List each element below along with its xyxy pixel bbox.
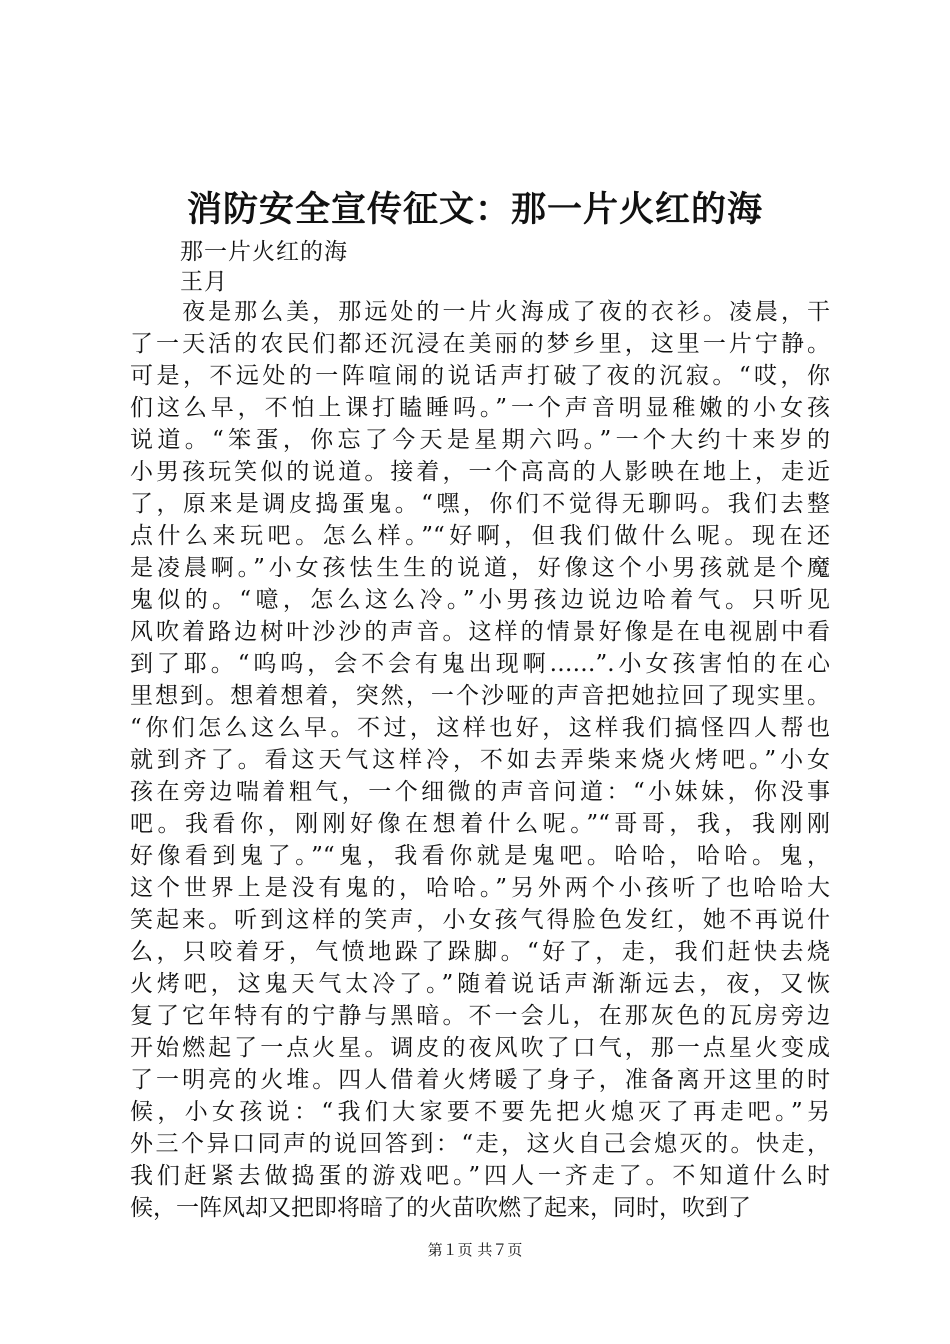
body-line: 可是，不远处的一阵喧闹的说话声打破了夜的沉寂。“哎，你 [130, 363, 830, 389]
body-line: 外三个异口同声的说回答到：“走，这火自己会熄灭的。快走， [130, 1131, 830, 1157]
body-line: “你们怎么这么早。不过，这样也好，这样我们搞怪四人帮也 [130, 715, 830, 741]
essay-body [130, 296, 830, 1224]
body-line: 复了它年特有的宁静与黑暗。不一会儿，在那灰色的瓦房旁边 [130, 1003, 830, 1029]
document-title: 消防安全宣传征文：那一片火红的海 [186, 189, 763, 230]
body-line: 这个世界上是没有鬼的，哈哈。”另外两个小孩听了也哈哈大 [130, 875, 830, 901]
body-line: 是凌晨啊。”小女孩怯生生的说道，好像这个小男孩就是个魔 [130, 555, 830, 581]
body-line: 候，一阵风却又把即将暗了的火苗吹燃了起来，同时，吹到了 [130, 1195, 751, 1221]
body-line: 开始燃起了一点火星。调皮的夜风吹了口气，那一点星火变成 [130, 1035, 830, 1061]
body-line: 说道。“笨蛋，你忘了今天是星期六吗。”一个大约十来岁的 [130, 427, 830, 453]
body-line: 里想到。想着想着，突然，一个沙哑的声音把她拉回了现实里。 [130, 683, 830, 709]
body-line: 好像看到鬼了。”“鬼，我看你就是鬼吧。哈哈，哈哈。鬼， [130, 843, 830, 869]
essay-subtitle: 那一片火红的海 [180, 239, 348, 265]
body-line: 小男孩玩笑似的说道。接着，一个高高的人影映在地上，走近 [130, 459, 830, 485]
body-line: 点什么来玩吧。怎么样。”“好啊，但我们做什么呢。现在还 [130, 523, 830, 549]
body-line: 吧。我看你，刚刚好像在想着什么呢。”“哥哥，我，我刚刚 [130, 811, 830, 837]
body-line: 了一明亮的火堆。四人借着火烤暖了身子，准备离开这里的时 [130, 1067, 830, 1093]
body-line: 到了耶。“呜呜，会不会有鬼出现啊……”.小女孩害怕的在心 [130, 651, 830, 677]
page-footer: 第１页 共７页 [427, 1241, 523, 1259]
body-line: 我们赶紧去做捣蛋的游戏吧。”四人一齐走了。不知道什么时 [130, 1163, 830, 1189]
body-line: 候，小女孩说：“我们大家要不要先把火熄灭了再走吧。”另 [130, 1099, 830, 1125]
body-line: 么，只咬着牙，气愤地跺了跺脚。“好了，走，我们赶快去烧 [130, 939, 830, 965]
essay-author: 王月 [180, 269, 228, 295]
body-line: 笑起来。听到这样的笑声，小女孩气得脸色发红，她不再说什 [130, 907, 830, 933]
body-line: 孩在旁边喘着粗气，一个细微的声音问道：“小妹妹，你没事 [130, 779, 830, 805]
body-line: 了，原来是调皮捣蛋鬼。“嘿，你们不觉得无聊吗。我们去整 [130, 491, 830, 517]
body-line: 火烤吧，这鬼天气太冷了。”随着说话声渐渐远去，夜，又恢 [130, 971, 830, 997]
body-line: 鬼似的。“噫，怎么这么冷。”小男孩边说边哈着气。只听见 [130, 587, 830, 613]
body-line: 风吹着路边树叶沙沙的声音。这样的情景好像是在电视剧中看 [130, 619, 830, 645]
body-line: 夜是那么美，那远处的一片火海成了夜的衣衫。凌晨，干 [130, 299, 830, 325]
body-line: 了一天活的农民们都还沉浸在美丽的梦乡里，这里一片宁静。 [130, 331, 830, 357]
body-line: 们这么早，不怕上课打瞌睡吗。”一个声音明显稚嫩的小女孩 [130, 395, 830, 421]
body-line: 就到齐了。看这天气这样冷，不如去弄柴来烧火烤吧。”小女 [130, 747, 830, 773]
